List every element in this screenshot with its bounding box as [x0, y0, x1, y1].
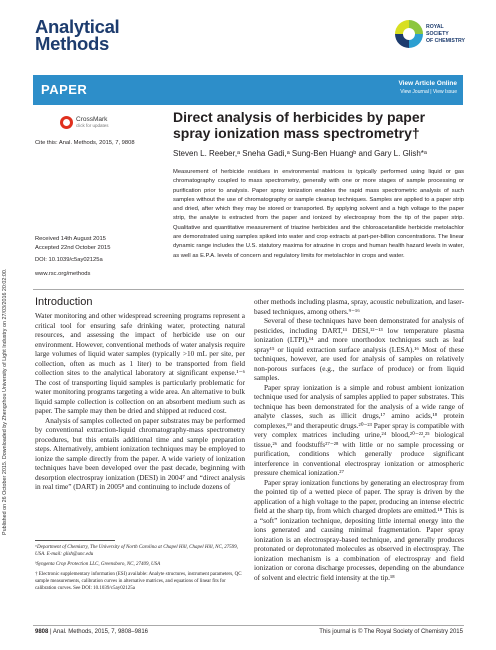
- affiliation-b: ᵇSyngenta Crop Protection LLC, Greensboro, NC, 27409, USA: [35, 562, 161, 567]
- journal-name-line2: Methods: [35, 33, 109, 54]
- paragraph: Water monitoring and other widespread screening programs represent a critical tool for ensuring safe drinking water, protecting natural resources, and assessing the impact of herbicide use on our environment. However, conventional methods of water analysis require large volumes of liquid water samples (typically >10 mL per site, per collection, often as much as 1 liter) to be transported from field collection sites to the analytical laboratory at significant expense.¹⁻⁶ The cost of transporting liquid samples is particularly problematic for water monitoring programs targeting a wide area. An alternative to bulk liquid sample collection is collection on an absorbent medium such as paper. The sample may then be dried and shipped at reduced cost.: [35, 311, 245, 415]
- section-heading-introduction: Introduction: [35, 296, 93, 308]
- page-number: 9808: [35, 629, 49, 635]
- view-online-links: [398, 80, 457, 95]
- rsc-logo-text: ROYAL SOCIETY OF CHEMISTRY: [426, 24, 466, 44]
- citation: Cite this: Anal. Methods, 2015, 7, 9808: [35, 140, 135, 146]
- right-column: [254, 297, 464, 582]
- header-divider: [33, 289, 464, 290]
- paragraph: Paper spray ionization is a simple and robust ambient ionization technique used for analysis of samples applied to paper substrates. This technique has been demonstrated for the analysis of a wide range of analyte classes, such as illicit drugs,¹⁷ amino acids,¹⁸ protein complexes,¹⁹ and therapeutic drugs.²⁰⁻²³ Paper spray is compatible with very complex matrices including urine,²⁴ blood,²⁰⁻²²,²⁵ biological tissue,²⁶ and foodstuffs²⁷⁻²⁸ with little or no sample processing or purification, conditions which generally produce significant interference in conventional electrospray ionization or atmospheric pressure chemical ionization.²⁷: [254, 382, 464, 477]
- footer-citation: | Anal. Methods, 2015, 7, 9808–9816: [48, 629, 148, 635]
- article-dates: [35, 235, 165, 252]
- page-footer-right: This journal is © The Royal Society of Chemistry 2015: [319, 629, 463, 635]
- view-article-online-link[interactable]: View Article Online: [398, 80, 457, 87]
- crossmark-label: CrossMark: [76, 116, 108, 123]
- author-list: Steven L. Reeber,ᵃ Sneha Gadi,ᵃ Sung-Ben Huangᵇ and Gary L. Glish*ᵃ: [173, 149, 427, 158]
- journal-url[interactable]: www.rsc.org/methods: [35, 271, 91, 277]
- footer-divider: [33, 625, 464, 626]
- paragraph: other methods including plasma, spray, acoustic nebulization, and laser-based techniques, among others.⁹⁻¹⁶: [254, 297, 464, 316]
- left-column: [35, 311, 245, 492]
- footnote-divider: [35, 540, 115, 541]
- download-notice: Published on 26 October 2015. Downloaded by Zhengzhou University of Light Industry on 27/03/2016 20:02:00.: [2, 268, 8, 535]
- article-title: Direct analysis of herbicides by paper spray ionization mass spectrometry†: [173, 109, 426, 141]
- esi-note: † Electronic supplementary information (ESI) available: Analyte structures, instrument parameters, QC sample measurements, calibration curves in alternative matrices, and equations of linear fits for calibration curves. See DOI: 10.1039/c5ay02125a: [35, 572, 242, 591]
- rsc-logo[interactable]: [395, 14, 466, 70]
- abstract: Measurement of herbicide residues in environmental matrices is typically performed using liquid or gas chromatography coupled to mass spectrometry, generally with one or more stages of sample processing or purification prior to analysis. Paper spray ionization enables the rapid mass spectrometric analysis of such samples without the use of chromatography or sample cleanup techniques. Samples are applied to a paper strip and dried, after which they may be stored or transported. By applying solvent and a high voltage to the paper strip, the analyte is extracted from the paper and ionized by electrospray from the tip of the paper strip. Qualitative and quantitative measurement of triazine herbicides and the chloroacetanilide herbicide metolachlor are demonstrated using samples spiked into water and crop extracts at part-per-billion concentrations. The linear dynamic range includes the U.S. statutory maxima for atrazine in crops and human health hazard levels in water, as well as E.P.A. levels of concern and regulatory limits for metolachlor in crops and water.: [173, 169, 464, 259]
- paragraph: Paper spray ionization functions by generating an electrospray from the pointed tip of a wetted piece of paper. The spray is driven by the application of a high voltage to the paper, producing an intense electric field at the sharp tip, from which charged droplets are emitted.¹⁸ This is a “soft” ionization technique, depositing little internal energy into the ions generated and causing minimal fragmentation. Paper spray ionization is an electrospray-based technique, and generally produces protonated or deprotonated molecules as observed in electrospray. The ionization mechanism is a combination of electrospray and field ionization or corona discharge processes, depending on the abundance of solvent and electric field intensity at the tip.¹⁸: [254, 477, 464, 582]
- page-footer-left: [35, 629, 148, 635]
- journal-name[interactable]: [35, 18, 175, 52]
- article-type-bar: [33, 75, 463, 105]
- article-type-label: PAPER: [41, 82, 88, 97]
- accepted-date: Accepted 22nd October 2015: [35, 244, 111, 251]
- paragraph: Analysis of samples collected on paper substrates may be performed by conventional extraction-liquid chromatography-mass spectrometry procedures, but this entails additional time and sample preparation steps. Alternatively, ambient ionization techniques may be employed to ionize the sample directly from the paper. A wide variety of ionization techniques have been developed over the past decade, beginning with desorption electrospray ionization (DESI) in 2004⁷ and “direct analysis in real time” (DART) in 2005⁸ and continuing to include dozens of: [35, 415, 245, 491]
- footnotes: [35, 544, 245, 595]
- crossmark-badge[interactable]: [60, 115, 109, 129]
- received-date: Received 14th August 2015: [35, 236, 106, 242]
- crossmark-sub: click for updates: [76, 123, 109, 128]
- paragraph: Several of these techniques have been demonstrated for analysis of pesticides, including DART,¹¹ DESI,¹²⁻¹³ low temperature plasma ionization (LTPI),¹⁴ and more unorthodox techniques such as leaf spray¹⁵ or liquid extraction surface analysis (LESA).¹⁶ Most of these techniques, however, are used for analysis of samples on relatively non-porous surfaces (e.g., the surface of produce) or from liquid samples.: [254, 316, 464, 382]
- crossmark-icon: [60, 116, 73, 129]
- doi[interactable]: DOI: 10.1039/c5ay02125a: [35, 257, 103, 263]
- view-journal-issue-link[interactable]: View Journal | View Issue: [400, 89, 457, 95]
- journal-name-line1: Analytical: [35, 16, 120, 37]
- rsc-logo-icon: [395, 20, 423, 48]
- affiliation-a: ᵃDepartment of Chemistry, The University of North Carolina at Chapel Hill, Chapel Hill, NC, 27599, USA. E-mail: glish@unc.edu: [35, 545, 239, 557]
